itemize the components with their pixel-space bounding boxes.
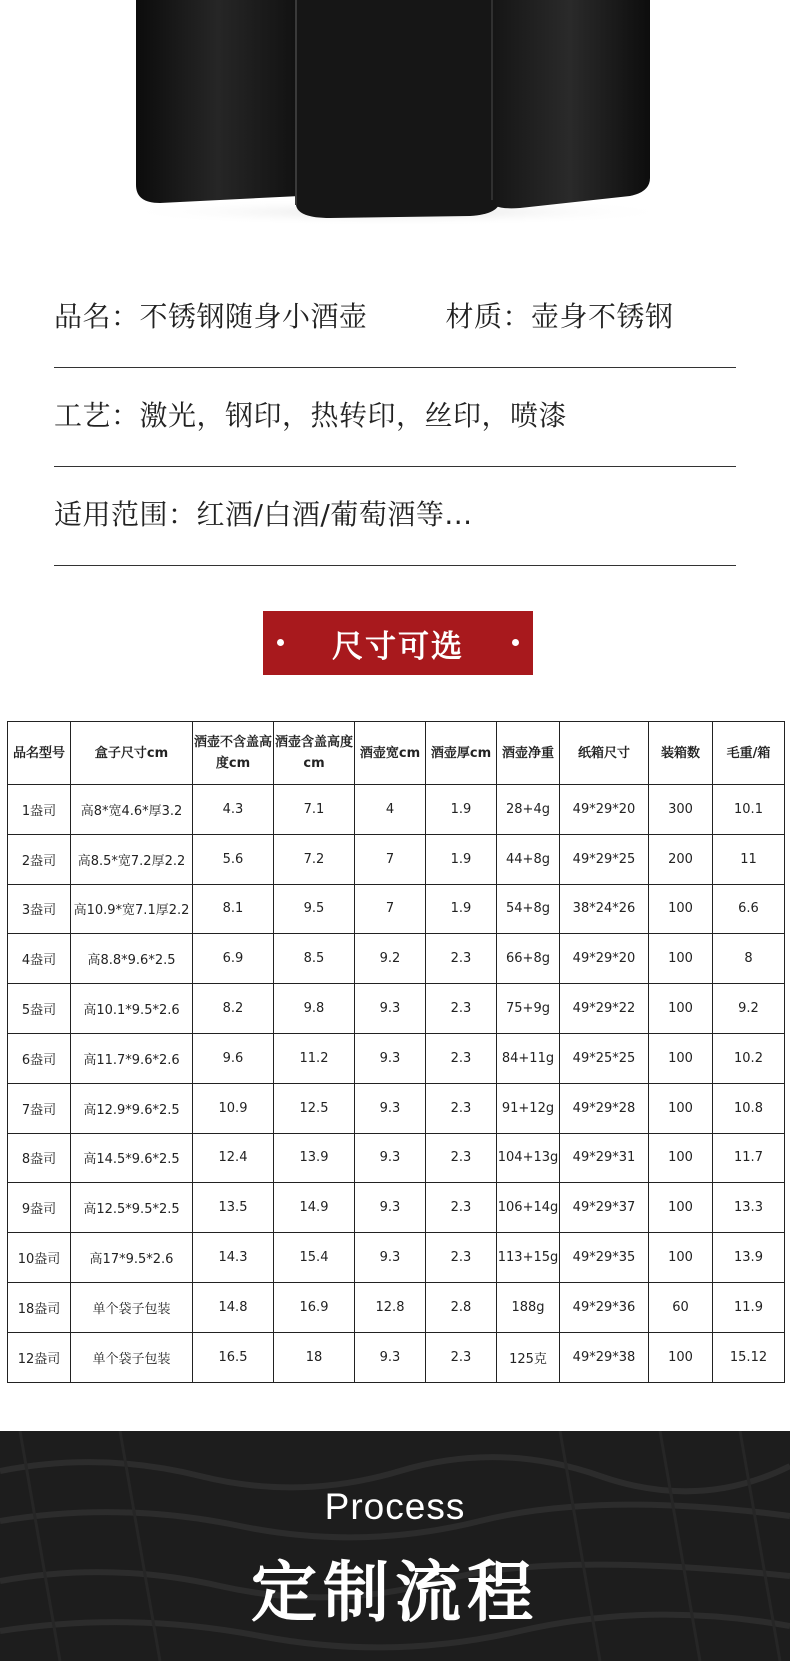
table-cell: 100 <box>649 984 713 1034</box>
table-cell: 49*29*36 <box>560 1282 649 1332</box>
table-cell: 13.9 <box>713 1233 785 1283</box>
table-cell: 100 <box>649 934 713 984</box>
banner-title: 尺寸可选 <box>332 628 464 665</box>
table-header-row <box>8 722 785 785</box>
col-header: 酒壶净重 <box>497 722 560 785</box>
table-cell: 9.3 <box>355 1033 426 1083</box>
table-cell: 188g <box>497 1282 560 1332</box>
table-cell: 9.3 <box>355 1083 426 1133</box>
table-cell: 9.2 <box>713 984 785 1034</box>
table-cell: 18 <box>274 1332 355 1382</box>
table-cell: 49*29*22 <box>560 984 649 1034</box>
table-row <box>8 1083 785 1133</box>
table-cell: 2.3 <box>426 1183 497 1233</box>
table-cell: 13.5 <box>193 1183 274 1233</box>
table-cell: 9.6 <box>193 1033 274 1083</box>
table-cell: 4.3 <box>193 785 274 835</box>
table-cell: 12.4 <box>193 1133 274 1183</box>
size-spec-table <box>7 721 785 1383</box>
table-cell: 4 <box>355 785 426 835</box>
col-header: 盒子尺寸cm <box>71 722 193 785</box>
table-cell: 49*29*20 <box>560 785 649 835</box>
table-row <box>8 785 785 835</box>
table-cell: 49*29*31 <box>560 1133 649 1183</box>
table-cell: 49*29*20 <box>560 934 649 984</box>
table-cell: 高14.5*9.6*2.5 <box>71 1133 193 1183</box>
table-cell: 14.3 <box>193 1233 274 1283</box>
table-cell: 84+11g <box>497 1033 560 1083</box>
table-cell: 1.9 <box>426 785 497 835</box>
table-cell: 12.5 <box>274 1083 355 1133</box>
process-title-en: Process <box>324 1486 466 1527</box>
table-cell: 100 <box>649 884 713 934</box>
table-cell: 1.9 <box>426 884 497 934</box>
table-cell: 49*29*38 <box>560 1332 649 1382</box>
table-cell: 28+4g <box>497 785 560 835</box>
table-cell: 8.2 <box>193 984 274 1034</box>
table-cell: 100 <box>649 1083 713 1133</box>
table-cell: 11.7 <box>713 1133 785 1183</box>
table-cell: 125克 <box>497 1332 560 1382</box>
table-row <box>8 1282 785 1332</box>
col-header: 毛重/箱 <box>713 722 785 785</box>
table-cell: 8.1 <box>193 884 274 934</box>
table-cell: 44+8g <box>497 834 560 884</box>
table-cell: 100 <box>649 1332 713 1382</box>
table-cell: 13.3 <box>713 1183 785 1233</box>
table-cell: 49*29*35 <box>560 1233 649 1283</box>
table-cell: 100 <box>649 1233 713 1283</box>
product-image <box>0 0 790 230</box>
table-cell: 14.9 <box>274 1183 355 1233</box>
table-cell: 高12.5*9.5*2.5 <box>71 1183 193 1233</box>
table-cell: 10.2 <box>713 1033 785 1083</box>
table-cell: 8 <box>713 934 785 984</box>
table-row <box>8 984 785 1034</box>
bullet-dot-icon <box>512 639 519 646</box>
table-cell: 7盎司 <box>8 1083 71 1133</box>
table-cell: 10.1 <box>713 785 785 835</box>
table-cell: 16.5 <box>193 1332 274 1382</box>
table-cell: 7 <box>355 834 426 884</box>
table-cell: 91+12g <box>497 1083 560 1133</box>
table-cell: 高10.1*9.5*2.6 <box>71 984 193 1034</box>
table-row <box>8 1033 785 1083</box>
table-cell: 14.8 <box>193 1282 274 1332</box>
table-cell: 高8.8*9.6*2.5 <box>71 934 193 984</box>
table-cell: 2盎司 <box>8 834 71 884</box>
table-row <box>8 1133 785 1183</box>
table-cell: 100 <box>649 1033 713 1083</box>
table-cell: 104+13g <box>497 1133 560 1183</box>
table-cell: 13.9 <box>274 1133 355 1183</box>
product-craft: 工艺：激光，钢印，热转印，丝印，喷漆 <box>54 399 568 432</box>
table-cell: 75+9g <box>497 984 560 1034</box>
table-cell: 高8.5*宽7.2厚2.2 <box>71 834 193 884</box>
table-cell: 49*25*25 <box>560 1033 649 1083</box>
col-header: 酒壶含盖高度cm <box>274 722 355 785</box>
table-cell: 10.8 <box>713 1083 785 1133</box>
table-cell: 300 <box>649 785 713 835</box>
table-cell: 10.9 <box>193 1083 274 1133</box>
table-cell: 9.3 <box>355 1233 426 1283</box>
table-cell: 9.8 <box>274 984 355 1034</box>
table-cell: 9.2 <box>355 934 426 984</box>
table-cell: 38*24*26 <box>560 884 649 934</box>
col-header: 酒壶宽cm <box>355 722 426 785</box>
table-cell: 4盎司 <box>8 934 71 984</box>
table-cell: 10盎司 <box>8 1233 71 1283</box>
info-row-name-material <box>54 269 736 368</box>
table-row <box>8 1183 785 1233</box>
table-row <box>8 834 785 884</box>
col-header: 酒壶不含盖高度cm <box>193 722 274 785</box>
table-cell: 9.5 <box>274 884 355 934</box>
table-cell: 11 <box>713 834 785 884</box>
table-cell: 2.3 <box>426 1233 497 1283</box>
table-cell: 49*29*25 <box>560 834 649 884</box>
table-cell: 2.3 <box>426 934 497 984</box>
table-cell: 12.8 <box>355 1282 426 1332</box>
table-cell: 2.3 <box>426 1332 497 1382</box>
table-cell: 8.5 <box>274 934 355 984</box>
table-cell: 15.4 <box>274 1233 355 1283</box>
info-row-craft <box>54 368 736 467</box>
table-cell: 49*29*37 <box>560 1183 649 1233</box>
table-cell: 7.1 <box>274 785 355 835</box>
table-cell: 16.9 <box>274 1282 355 1332</box>
table-cell: 8盎司 <box>8 1133 71 1183</box>
col-header: 纸箱尺寸 <box>560 722 649 785</box>
table-cell: 5.6 <box>193 834 274 884</box>
size-section-banner <box>263 611 533 675</box>
table-cell: 12盎司 <box>8 1332 71 1382</box>
process-title-zh: 定制流程 <box>251 1554 539 1631</box>
table-cell: 106+14g <box>497 1183 560 1233</box>
table-cell: 9.3 <box>355 1332 426 1382</box>
bullet-dot-icon <box>277 639 284 646</box>
table-cell: 200 <box>649 834 713 884</box>
col-header: 装箱数 <box>649 722 713 785</box>
table-cell: 18盎司 <box>8 1282 71 1332</box>
table-cell: 3盎司 <box>8 884 71 934</box>
table-cell: 11.9 <box>713 1282 785 1332</box>
table-cell: 100 <box>649 1183 713 1233</box>
table-cell: 7.2 <box>274 834 355 884</box>
table-row <box>8 884 785 934</box>
table-cell: 49*29*28 <box>560 1083 649 1133</box>
table-cell: 9盎司 <box>8 1183 71 1233</box>
table-cell: 54+8g <box>497 884 560 934</box>
table-cell: 9.3 <box>355 1183 426 1233</box>
table-cell: 单个袋子包装 <box>71 1282 193 1332</box>
info-row-scope <box>54 467 736 566</box>
table-cell: 2.8 <box>426 1282 497 1332</box>
table-cell: 单个袋子包装 <box>71 1332 193 1382</box>
table-row <box>8 1233 785 1283</box>
table-cell: 7 <box>355 884 426 934</box>
table-cell: 5盎司 <box>8 984 71 1034</box>
table-row <box>8 1332 785 1382</box>
table-cell: 6.6 <box>713 884 785 934</box>
table-cell: 100 <box>649 1133 713 1183</box>
table-cell: 6盎司 <box>8 1033 71 1083</box>
table-cell: 1.9 <box>426 834 497 884</box>
flask-illustration <box>0 0 790 230</box>
table-cell: 9.3 <box>355 1133 426 1183</box>
table-cell: 高11.7*9.6*2.6 <box>71 1033 193 1083</box>
product-scope: 适用范围：红酒/白酒/葡萄酒等... <box>54 498 473 531</box>
table-cell: 1盎司 <box>8 785 71 835</box>
table-cell: 2.3 <box>426 1083 497 1133</box>
table-cell: 高10.9*宽7.1厚2.2 <box>71 884 193 934</box>
table-cell: 11.2 <box>274 1033 355 1083</box>
table-cell: 15.12 <box>713 1332 785 1382</box>
product-info <box>54 269 736 566</box>
product-name: 品名：不锈钢随身小酒壶 <box>54 300 368 333</box>
table-cell: 高17*9.5*2.6 <box>71 1233 193 1283</box>
process-section-banner <box>0 1431 790 1661</box>
col-header: 酒壶厚cm <box>426 722 497 785</box>
table-cell: 高8*宽4.6*厚3.2 <box>71 785 193 835</box>
table-cell: 2.3 <box>426 984 497 1034</box>
table-cell: 9.3 <box>355 984 426 1034</box>
table-row <box>8 934 785 984</box>
table-cell: 2.3 <box>426 1033 497 1083</box>
table-cell: 66+8g <box>497 934 560 984</box>
table-cell: 113+15g <box>497 1233 560 1283</box>
col-header: 品名型号 <box>8 722 71 785</box>
table-cell: 6.9 <box>193 934 274 984</box>
product-material: 材质：壶身不锈钢 <box>445 300 674 333</box>
table-cell: 高12.9*9.6*2.5 <box>71 1083 193 1133</box>
table-cell: 2.3 <box>426 1133 497 1183</box>
table-cell: 60 <box>649 1282 713 1332</box>
